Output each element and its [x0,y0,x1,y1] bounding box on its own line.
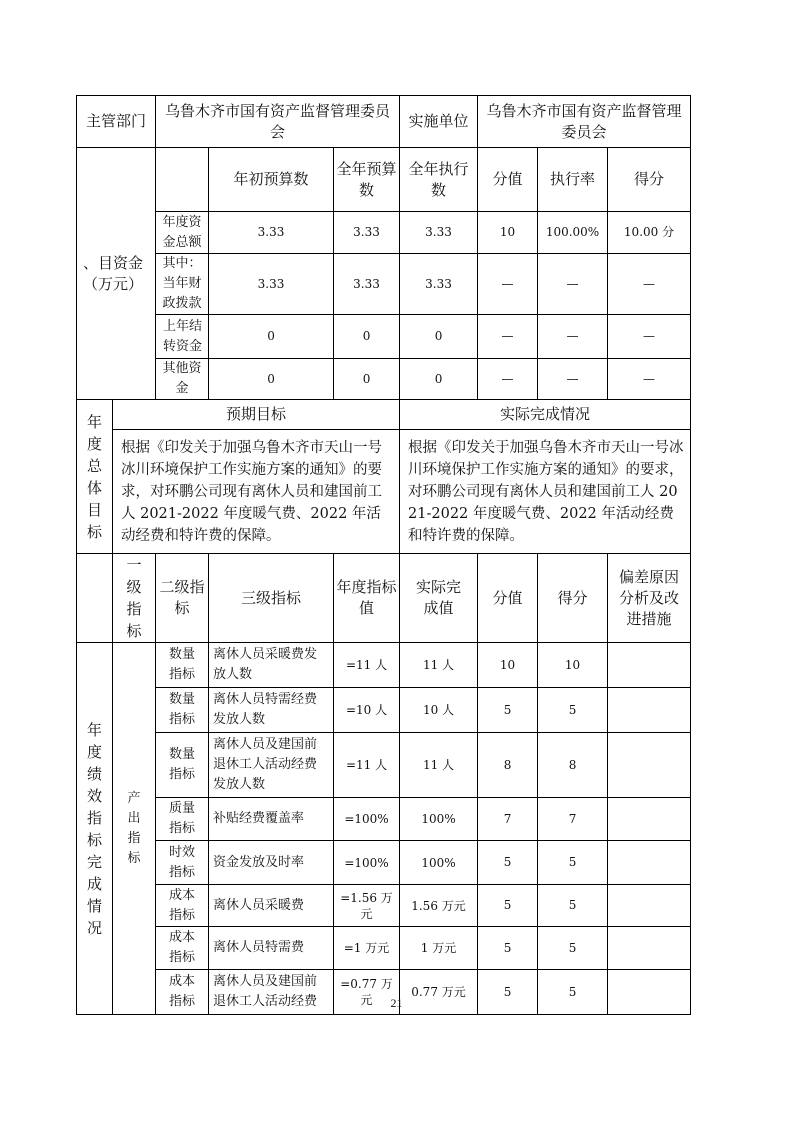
funds-cell: 0 [400,315,478,359]
funds-cell: 100.00% [538,212,608,254]
note-cell [608,688,691,733]
actual-goal-header: 实际完成情况 [400,400,691,430]
funds-cell: 0 [209,315,334,359]
level2-cell: 成本指标 [156,885,209,927]
note-cell [608,798,691,841]
page-number: 21 [390,996,403,1010]
actual-cell: 100% [400,798,478,841]
funds-cell: — [608,254,691,315]
expected-goal-text: 根据《印发关于加强乌鲁木齐市天山一号冰川环境保护工作实施方案的通知》的要求，对环鹏公司现有离休人员和建国前工人 2021-2022 年度暖气费、2022 年活动经费和特许费的保障。 [113,430,400,554]
level2-cell: 成本指标 [156,970,209,1015]
indicator-header: 分值 [478,554,538,643]
level3-cell: 离休人员特需费 [209,927,334,970]
indicator-row [77,688,691,733]
funds-col-header: 分值 [478,148,538,212]
indicator-header: 三级指标 [209,554,334,643]
got-cell: 5 [538,970,608,1015]
funds-cell: 0 [334,315,400,359]
got-cell: 5 [538,688,608,733]
funds-row-label: 上年结转资金 [156,315,209,359]
indicator-row [77,643,691,688]
note-cell [608,927,691,970]
level2-cell: 质量指标 [156,798,209,841]
indicator-header: 得分 [538,554,608,643]
indicator-row [77,927,691,970]
level2-cell: 数量指标 [156,643,209,688]
got-cell: 5 [538,885,608,927]
performance-table [76,95,691,1015]
actual-cell: 1.56 万元 [400,885,478,927]
target-cell: =10 人 [334,688,400,733]
actual-cell: 11 人 [400,643,478,688]
actual-cell: 11 人 [400,733,478,798]
funds-row [77,212,691,254]
funds-cell: — [538,315,608,359]
got-cell: 7 [538,798,608,841]
note-cell [608,885,691,927]
level3-cell: 离休人员采暖费发放人数 [209,643,334,688]
funds-cell: — [608,359,691,400]
score-cell: 10 [478,643,538,688]
score-cell: 5 [478,688,538,733]
funds-cell: 10 [478,212,538,254]
indicator-row [77,885,691,927]
funds-cell: — [608,315,691,359]
target-cell: =11 人 [334,733,400,798]
indicator-header: 实际完成值 [400,554,478,643]
funds-cell: 0 [209,359,334,400]
level3-cell: 离休人员及建国前退休工人活动经费 [209,970,334,1015]
level2-cell: 时效指标 [156,841,209,885]
indicator-header: 偏差原因分析及改进措施 [608,554,691,643]
goals-header-row [77,400,691,430]
funds-cell: 3.33 [400,212,478,254]
score-cell: 5 [478,841,538,885]
funds-side-label: 、目资金（万元） [77,148,156,400]
funds-blank [156,148,209,212]
funds-cell: 10.00 分 [608,212,691,254]
expected-goal-header: 预期目标 [113,400,400,430]
indicator-header-blank [77,554,113,643]
funds-cell: — [538,254,608,315]
score-cell: 5 [478,927,538,970]
got-cell: 8 [538,733,608,798]
actual-cell: 1 万元 [400,927,478,970]
indicator-header: 年度指标值 [334,554,400,643]
indicator-row [77,798,691,841]
funds-cell: 3.33 [209,254,334,315]
funds-col-header: 执行率 [538,148,608,212]
got-cell: 5 [538,841,608,885]
target-cell: =11 人 [334,643,400,688]
actual-cell: 10 人 [400,688,478,733]
level3-cell: 离休人员及建国前退休工人活动经费发放人数 [209,733,334,798]
funds-cell: 3.33 [400,254,478,315]
actual-cell: 100% [400,841,478,885]
level3-cell: 离休人员采暖费 [209,885,334,927]
score-cell: 5 [478,885,538,927]
funds-col-header: 全年执行数 [400,148,478,212]
actual-cell: 0.77 万元 [400,970,478,1015]
dept-value: 乌鲁木齐市国有资产监督管理委员会 [156,96,400,148]
target-cell: =100% [334,841,400,885]
indicator-header: 一级指标 [113,554,156,643]
got-cell: 10 [538,643,608,688]
target-cell: =0.77 万元 [334,970,400,1015]
level3-cell: 补贴经费覆盖率 [209,798,334,841]
funds-cell: 0 [400,359,478,400]
funds-cell: 3.33 [334,254,400,315]
note-cell [608,643,691,688]
goals-side-label: 年度总体目标 [77,400,113,554]
indicators-side-label: 年度绩效指标完成情况 [77,643,113,1015]
funds-row-label: 年度资金总额 [156,212,209,254]
funds-row [77,315,691,359]
funds-cell: 3.33 [209,212,334,254]
indicator-header: 二级指标 [156,554,209,643]
level3-cell: 离休人员特需经费发放人数 [209,688,334,733]
level2-cell: 成本指标 [156,927,209,970]
funds-cell: — [538,359,608,400]
actual-goal-text: 根据《印发关于加强乌鲁木齐市天山一号冰川环境保护工作实施方案的通知》的要求，对环鹏公司现有离休人员和建国前工人 2021-2022 年度暖气费、2022 年活动经费和特许费的保障。 [400,430,691,554]
performance-table-wrapper [76,95,690,1015]
target-cell: =1 万元 [334,927,400,970]
funds-row [77,254,691,315]
indicator-row [77,841,691,885]
goals-text-row [77,430,691,554]
target-cell: =1.56 万元 [334,885,400,927]
impl-value: 乌鲁木齐市国有资产监督管理委员会 [478,96,691,148]
impl-label: 实施单位 [400,96,478,148]
level2-cell: 数量指标 [156,733,209,798]
funds-col-header: 得分 [608,148,691,212]
funds-header-row [77,148,691,212]
indicator-row [77,733,691,798]
level2-cell: 数量指标 [156,688,209,733]
funds-cell: — [478,254,538,315]
funds-row-label: 其中：当年财政拨款 [156,254,209,315]
score-cell: 5 [478,970,538,1015]
score-cell: 8 [478,733,538,798]
header-row [77,96,691,148]
funds-cell: — [478,315,538,359]
funds-row [77,359,691,400]
funds-cell: 0 [334,359,400,400]
target-cell: =100% [334,798,400,841]
got-cell: 5 [538,927,608,970]
level3-cell: 资金发放及时率 [209,841,334,885]
score-cell: 7 [478,798,538,841]
funds-col-header: 年初预算数 [209,148,334,212]
note-cell [608,733,691,798]
funds-cell: 3.33 [334,212,400,254]
funds-cell: — [478,359,538,400]
dept-label: 主管部门 [77,96,156,148]
funds-col-header: 全年预算数 [334,148,400,212]
note-cell [608,841,691,885]
level1-label: 产出指标 [113,643,156,1015]
funds-row-label: 其他资金 [156,359,209,400]
indicator-header-row [77,554,691,643]
